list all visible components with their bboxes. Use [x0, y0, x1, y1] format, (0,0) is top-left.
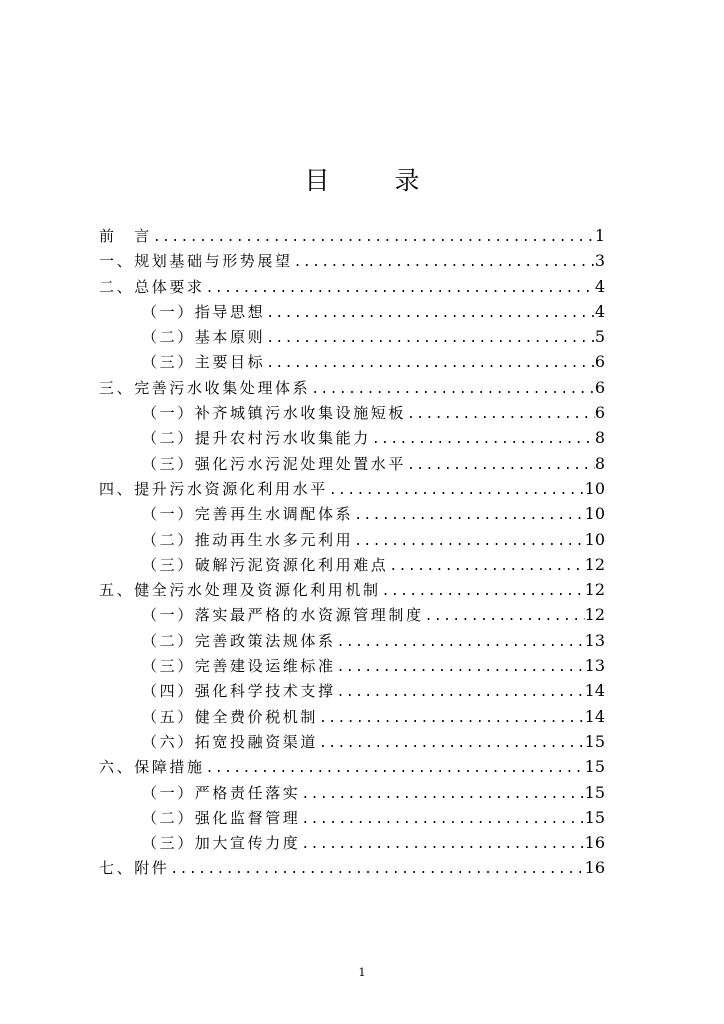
- dot-leader: [406, 453, 595, 478]
- toc-entry[interactable]: [99, 375, 605, 400]
- toc-entry-page: 15: [584, 807, 605, 827]
- toc-entry-label: 四、提升污水资源化利用水平: [99, 479, 328, 498]
- toc-entry[interactable]: [99, 527, 605, 552]
- dot-leader: [300, 782, 584, 807]
- toc-entry[interactable]: [99, 830, 605, 855]
- dot-leader: [336, 630, 585, 655]
- toc-entry-label: （三）主要目标: [142, 353, 266, 372]
- toc-entry-label: 五、健全污水处理及资源化利用机制: [99, 581, 381, 600]
- dot-leader: [205, 756, 585, 781]
- toc-entry-page: 4: [594, 301, 605, 321]
- dot-leader: [381, 579, 585, 604]
- toc-entry[interactable]: [99, 678, 605, 703]
- toc-entry-page: 10: [584, 504, 605, 524]
- page-number: 1: [358, 966, 366, 979]
- toc-entry[interactable]: [99, 349, 605, 374]
- dot-leader: [169, 857, 584, 882]
- toc-entry-label: （二）基本原则: [142, 328, 266, 347]
- toc-entry[interactable]: [99, 248, 605, 273]
- toc-entry-label: （三）加大宣传力度: [142, 834, 301, 853]
- toc-entry-page: 8: [594, 428, 605, 448]
- toc-entry-page: 10: [584, 529, 605, 549]
- dot-leader: [353, 503, 584, 528]
- toc-entry-page: 6: [594, 352, 605, 372]
- toc-entry[interactable]: [99, 552, 605, 577]
- toc-entry-label: （四）强化科学技术支撑: [142, 682, 336, 701]
- toc-entry-label: （三）强化污水污泥处理处置水平: [142, 454, 407, 473]
- toc-entry-page: 14: [584, 681, 605, 701]
- toc-entry-page: 13: [584, 656, 605, 676]
- toc-entry[interactable]: [99, 223, 605, 248]
- toc-entry-page: 16: [584, 858, 605, 878]
- dot-leader: [265, 326, 595, 351]
- toc-entry-label: （二）提升农村污水收集能力: [142, 429, 371, 448]
- toc-entry-label: （三）破解污泥资源化利用难点: [142, 555, 389, 574]
- toc-entry[interactable]: [99, 653, 605, 678]
- dot-leader: [300, 832, 584, 857]
- toc-entry-label: （五）健全费价税机制: [142, 707, 319, 726]
- table-of-contents: [99, 223, 605, 881]
- toc-entry-label: （一）补齐城镇污水收集设施短板: [142, 404, 407, 423]
- toc-entry[interactable]: [99, 501, 605, 526]
- toc-entry-page: 6: [594, 377, 605, 397]
- toc-entry-page: 8: [594, 453, 605, 473]
- toc-entry-page: 3: [594, 251, 605, 271]
- dot-leader: [406, 402, 595, 427]
- toc-entry-page: 1: [594, 226, 605, 245]
- toc-entry-page: 12: [584, 605, 605, 625]
- dot-leader: [424, 604, 585, 629]
- dot-leader: [293, 250, 595, 275]
- toc-entry[interactable]: [99, 299, 605, 324]
- dot-leader: [152, 225, 595, 250]
- dot-leader: [205, 276, 595, 301]
- dot-leader: [371, 427, 595, 452]
- dot-leader: [300, 807, 584, 832]
- toc-entry[interactable]: [99, 805, 605, 830]
- toc-entry-page: 6: [594, 403, 605, 423]
- toc-entry-page: 4: [594, 276, 605, 296]
- dot-leader: [265, 351, 595, 376]
- toc-entry-label: 一、规划基础与形势展望: [99, 252, 293, 271]
- dot-leader: [318, 731, 585, 756]
- toc-entry-label: 六、保障措施: [99, 758, 205, 777]
- toc-entry[interactable]: [99, 425, 605, 450]
- toc-entry-label: （三）完善建设运维标准: [142, 657, 336, 676]
- toc-entry[interactable]: [99, 577, 605, 602]
- toc-entry[interactable]: [99, 324, 605, 349]
- toc-entry-page: 15: [584, 731, 605, 751]
- toc-entry[interactable]: [99, 602, 605, 627]
- toc-entry-page: 14: [584, 706, 605, 726]
- dot-leader: [265, 301, 595, 326]
- toc-entry-label: （一）严格责任落实: [142, 783, 301, 802]
- toc-entry[interactable]: [99, 754, 605, 779]
- toc-title: 目 录: [304, 166, 440, 195]
- toc-entry-page: 12: [584, 554, 605, 574]
- toc-entry-page: 5: [594, 327, 605, 347]
- dot-leader: [318, 706, 585, 731]
- toc-entry-page: 13: [584, 630, 605, 650]
- toc-entry-page: 15: [584, 782, 605, 802]
- toc-entry-label: 二、总体要求: [99, 277, 205, 296]
- toc-entry[interactable]: [99, 780, 605, 805]
- toc-entry[interactable]: [99, 628, 605, 653]
- toc-entry[interactable]: [99, 704, 605, 729]
- toc-entry[interactable]: [99, 855, 605, 880]
- toc-entry[interactable]: [99, 476, 605, 501]
- toc-entry-label: （二）推动再生水多元利用: [142, 530, 354, 549]
- toc-entry-label: 三、完善污水收集处理体系: [99, 378, 311, 397]
- dot-leader: [353, 529, 584, 554]
- toc-entry-page: 10: [584, 478, 605, 498]
- toc-entry-page: 12: [584, 580, 605, 600]
- toc-entry-label: （一）完善再生水调配体系: [142, 505, 354, 524]
- dot-leader: [310, 377, 595, 402]
- toc-entry-label: 七、附件: [99, 859, 170, 878]
- toc-entry[interactable]: [99, 729, 605, 754]
- toc-entry-page: 15: [584, 757, 605, 777]
- toc-entry-label: （六）拓宽投融资渠道: [142, 732, 319, 751]
- toc-entry-label: （二）完善政策法规体系: [142, 631, 336, 650]
- dot-leader: [388, 554, 584, 579]
- dot-leader: [336, 680, 585, 705]
- toc-entry-page: 16: [584, 833, 605, 853]
- toc-entry-label: 前 言: [99, 227, 152, 245]
- toc-entry[interactable]: [99, 274, 605, 299]
- toc-entry[interactable]: [99, 400, 605, 425]
- toc-entry-label: （二）强化监督管理: [142, 808, 301, 827]
- toc-entry-label: （一）指导思想: [142, 302, 266, 321]
- dot-leader: [328, 478, 585, 503]
- toc-entry-label: （一）落实最严格的水资源管理制度: [142, 606, 424, 625]
- dot-leader: [336, 655, 585, 680]
- toc-entry[interactable]: [99, 451, 605, 476]
